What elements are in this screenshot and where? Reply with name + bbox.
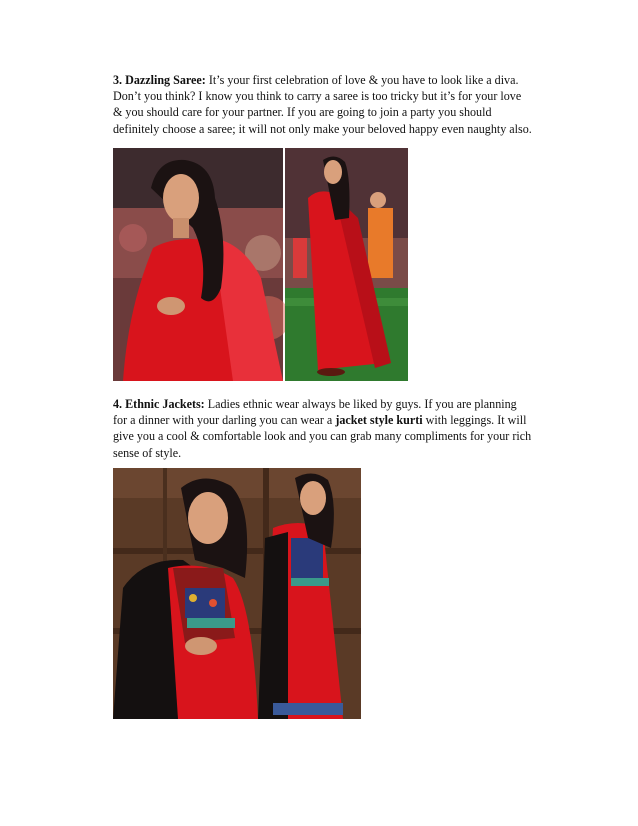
ethnic-jacket-photo bbox=[113, 468, 361, 719]
section-heading: 4. Ethnic Jackets: bbox=[113, 397, 205, 411]
section-body-bold: jacket style kurti bbox=[335, 413, 423, 428]
saree-photo bbox=[113, 148, 408, 381]
section-body: It’s your first celebration of love & you have to look like a diva. Don’t you think? I know you think to carry a saree is too tricky but it’s for your love & you should care for your partner. If you are going to join a party you should definitely choose a saree; it will not only make your beloved happy even naughty also. bbox=[113, 73, 532, 136]
section-ethnic-jackets bbox=[113, 396, 533, 461]
section-body: Ladies ethnic wear always be liked by guys. If you are planning for a dinner with your darling you can wear a bbox=[113, 397, 517, 428]
section-heading: 3. Dazzling Saree: bbox=[113, 73, 206, 87]
section-dazzling-saree bbox=[113, 72, 533, 137]
section-body: with leggings. It will give you a cool & comfortable look and you can grab many compliments for your rich sense of style. bbox=[113, 413, 532, 460]
